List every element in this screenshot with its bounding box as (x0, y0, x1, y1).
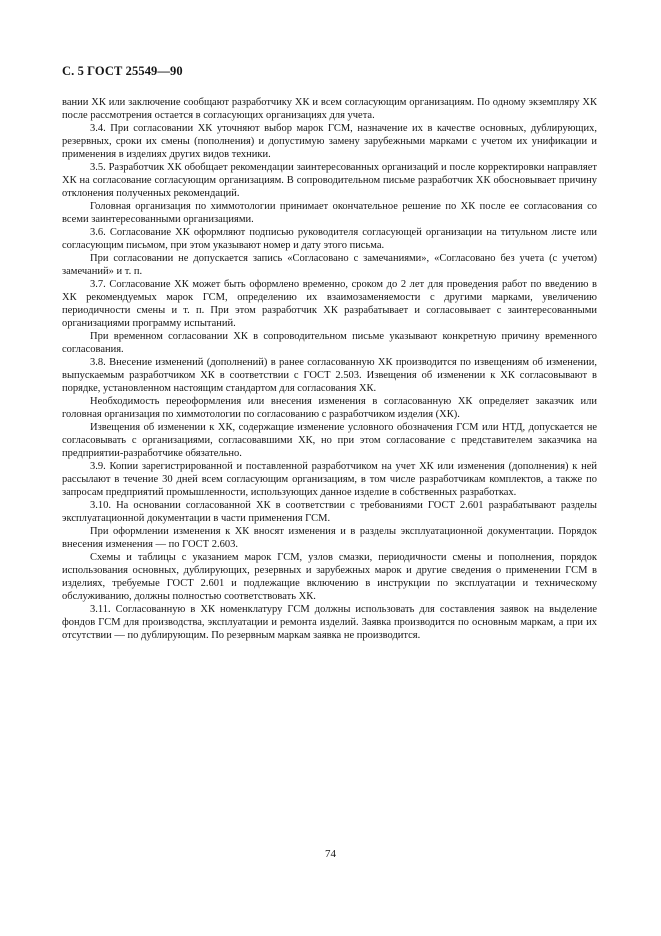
paragraph-3-8-necessity: Необходимость переоформления или внесения изменения в согласованную ХК определяет заказчик или головная организация по химмотологии по согласованию с разработчиком изделия (ХК). (62, 396, 597, 420)
paragraph-3-5-head-org: Головная организация по химмотологии принимает окончательное решение по ХК после ее согласования со всеми заинтересованными организациями. (62, 201, 597, 225)
document-header: С. 5 ГОСТ 25549—90 (62, 64, 183, 78)
paragraph-3-10: 3.10. На основании согласованной ХК в соответствии с требованиями ГОСТ 2.601 разрабатывают разделы эксплуатационной документации в части применения ГСМ. (62, 500, 597, 524)
paragraph-3-10-changes: При оформлении изменения к ХК вносят изменения и в разделы эксплуатационной документации. Порядок внесения изменения — по ГОСТ 2.603. (62, 526, 597, 550)
paragraph-3-4: 3.4. При согласовании ХК уточняют выбор марок ГСМ, назначение их в качестве основных, дублирующих, резервных, сроки их смены (пополнения) и допустимую замену зарубежными марками с учетом их унификации и применения в изделиях других видов техники. (62, 123, 597, 160)
paragraph-3-7: 3.7. Согласование ХК может быть оформлено временно, сроком до 2 лет для проведения работ по введению в ХК рекомендуемых марок ГСМ, определению их взаимозаменяемости с другими марками, увеличению периодичности смены и т. п. При этом разработчик ХК разрабатывает и согласовывает с заинтересованными организациями программу испытаний. (62, 279, 597, 329)
paragraph-3-5: 3.5. Разработчик ХК обобщает рекомендации заинтересованных организаций и после корректировки направляет ХК на согласование согласующим организациям. В сопроводительном письме разработчик ХК обосновывает причину отклонения полученных рекомендаций. (62, 162, 597, 199)
paragraph-3-9: 3.9. Копии зарегистрированной и поставленной разработчиком на учет ХК или изменения (дополнения) к ней рассылают в течение 30 дней всем согласующим организациям, в том числе разработчикам комплектов, а также по запросам предприятий промышленности, использующих данное изделие в собственных разработках. (62, 461, 597, 498)
paragraph-3-8: 3.8. Внесение изменений (дополнений) в ранее согласованную ХК производится по извещениям об изменении, выпускаемым разработчиком ХК в соответствии с ГОСТ 2.503. Извещения об изменении к ХК согласовывают в порядке, установленном настоящим стандартом для согласования ХК. (62, 357, 597, 394)
paragraph-3-8-notices: Извещения об изменении к ХК, содержащие изменение условного обозначения ГСМ или НТД, допускается не согласовывать с организациями, согласовавшими ХК, но при этом согласование с представителем заказчика на предприятии-разработчике обязательно. (62, 422, 597, 459)
paragraph-3-6: 3.6. Согласование ХК оформляют подписью руководителя согласующей организации на титульном листе или согласующим письмом, при этом указывают номер и дату этого письма. (62, 227, 597, 251)
paragraph-3-7-note: При временном согласовании ХК в сопроводительном письме указывают конкретную причину временного согласования. (62, 331, 597, 355)
paragraph-3-10-schemes: Схемы и таблицы с указанием марок ГСМ, узлов смазки, периодичности смены и пополнения, порядок использования основных, дублирующих, резервных и зарубежных марок и другие сведения о применении ГСМ в изделиях, требуемые ГОСТ 2.601 и подлежащие включению в инструкции по эксплуатации и техническому обслуживанию, должны полностью соответствовать ХК. (62, 552, 597, 602)
page-number: 74 (325, 848, 336, 860)
document-body (62, 96, 597, 642)
paragraph-3-6-note: При согласовании не допускается запись «Согласовано с замечаниями», «Согласовано без учета (с учетом) замечаний» и т. п. (62, 253, 597, 277)
paragraph-continuation: вании ХК или заключение сообщают разработчику ХК и всем согласующим организациям. По одному экземпляру ХК после рассмотрения остается в согласующих организациях для учета. (62, 97, 597, 121)
paragraph-3-11: 3.11. Согласованную в ХК номенклатуру ГСМ должны использовать для составления заявок на выделение фондов ГСМ для производства, эксплуатации и ремонта изделий. Заявка производится по основным маркам, а при их отсутствии — по дублирующим. По резервным маркам заявка не производится. (62, 604, 597, 641)
